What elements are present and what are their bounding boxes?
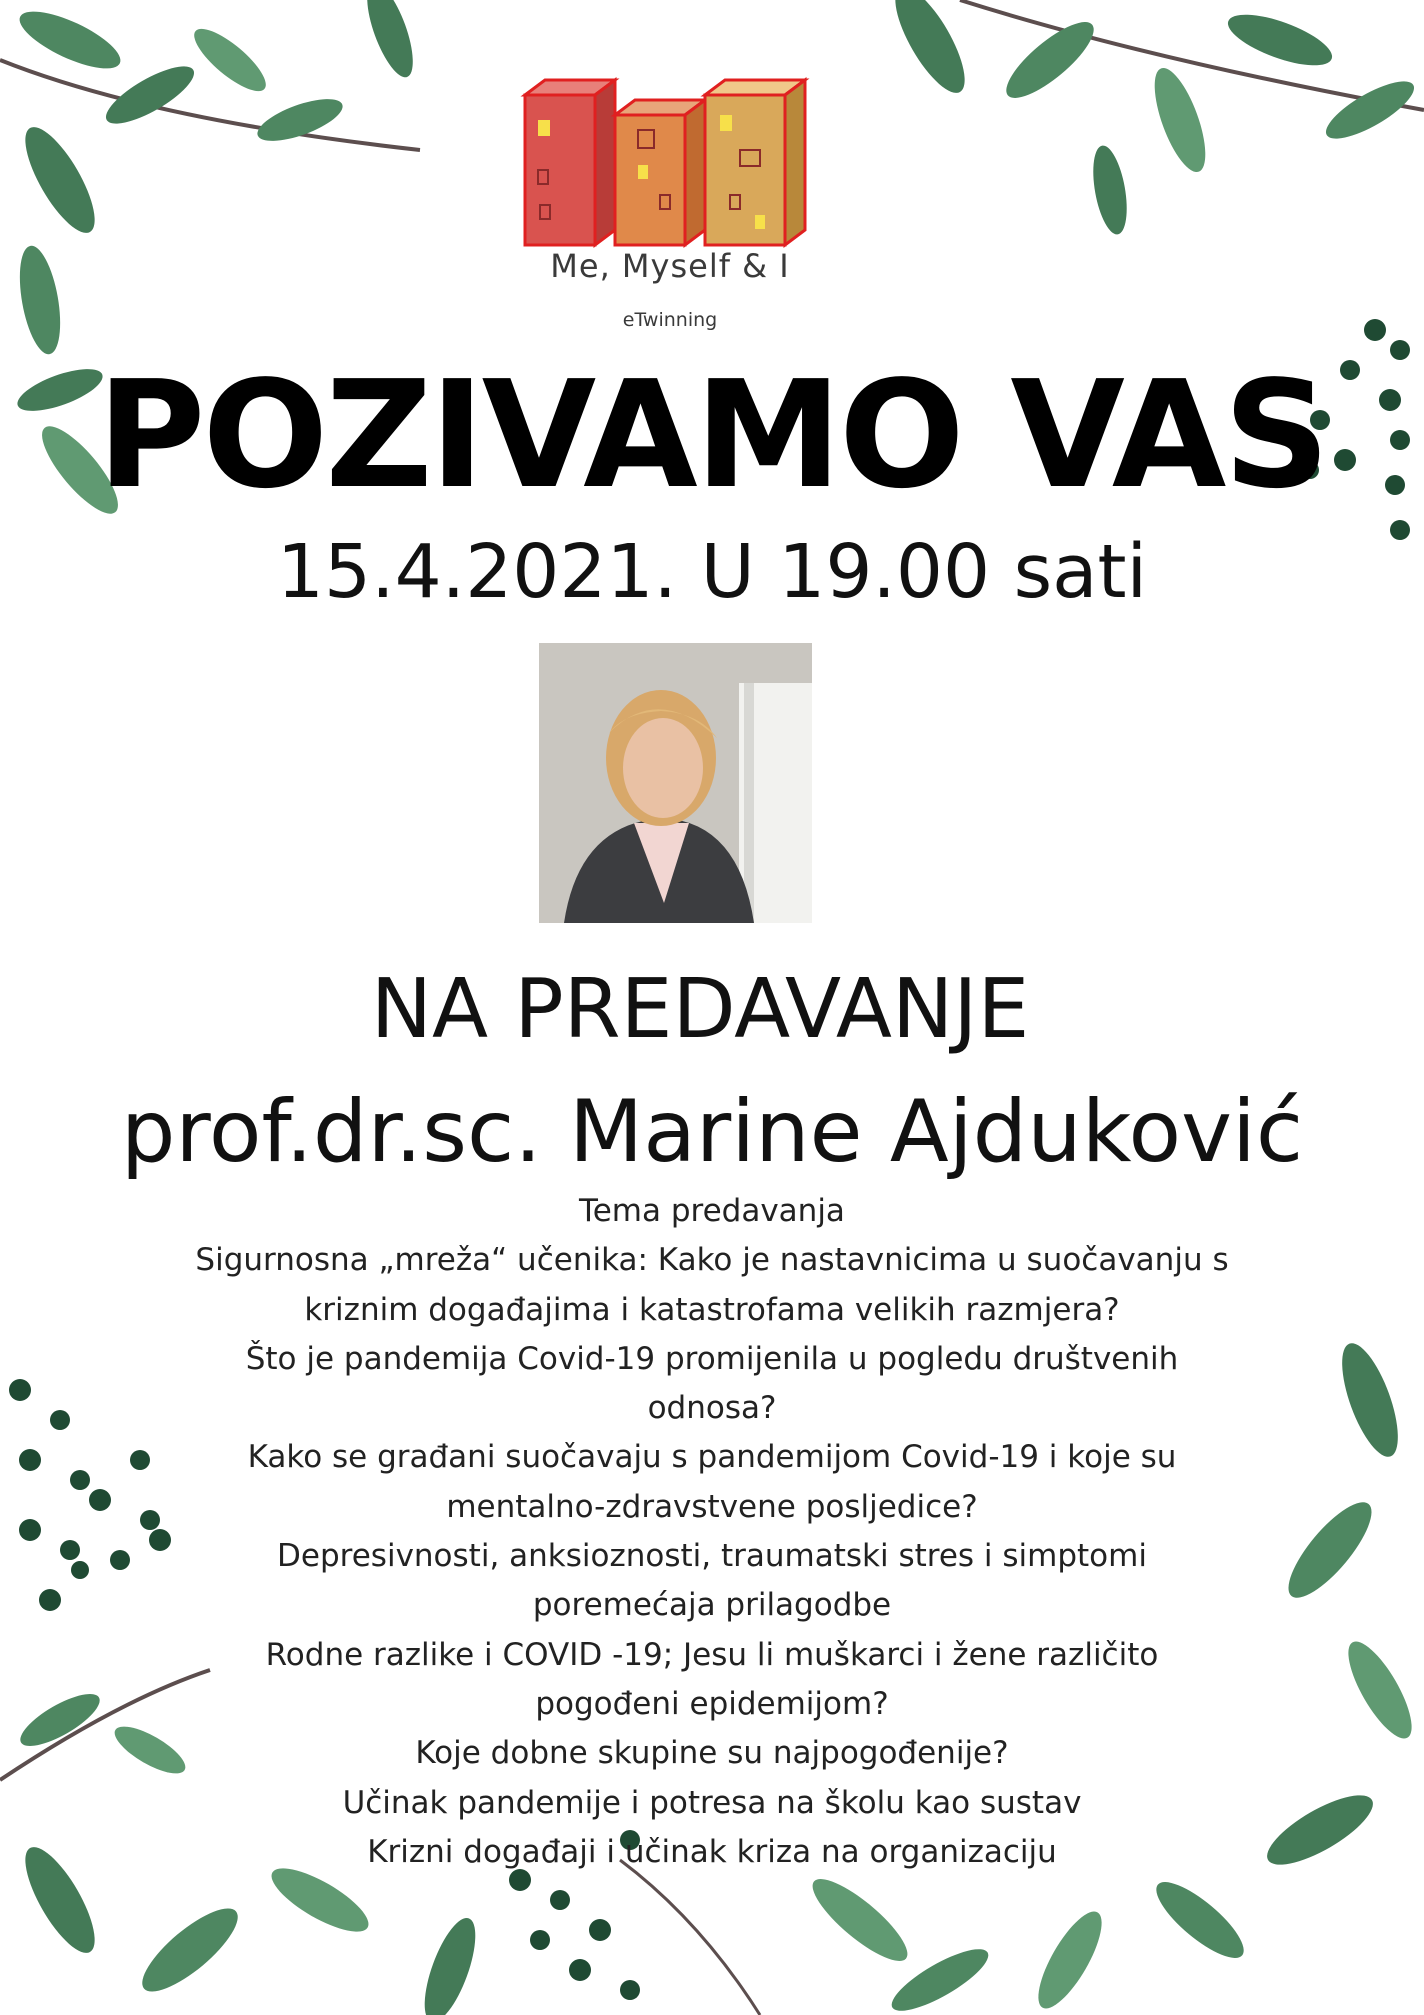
invitation-label: NA PREDAVANJE [370, 962, 1030, 1057]
speaker-photo [539, 643, 812, 923]
list-item: Krizni događaji i učinak kriza na organizaciju [367, 1833, 1057, 1870]
list-item: Rodne razlike i COVID -19; Jesu li muškarci i žene različito [265, 1636, 1159, 1673]
list-item: Učinak pandemije i potresa na školu kao sustav [342, 1784, 1082, 1821]
list-item: Što je pandemija Covid-19 promijenila u pogledu društvenih [245, 1340, 1179, 1377]
list-item: Koje dobne skupine su najpogođenije? [415, 1735, 1009, 1772]
logo-name: Me, Myself & I [550, 247, 790, 285]
speaker-name: prof.dr.sc. Marine Ajduković [120, 1082, 1304, 1182]
list-item: Kako se građani suočavaju s pandemijom Covid-19 i koje su [247, 1439, 1177, 1476]
list-item: Tema predavanja [579, 1193, 845, 1229]
list-item: mentalno-zdravstvene posljedice? [446, 1488, 978, 1525]
logo-subtitle: eTwinning [622, 309, 718, 331]
list-item: Sigurnosna „mreža“ učenika: Kako je nastavnicima u suočavanju s [195, 1242, 1229, 1279]
headline: POZIVAMO VAS [97, 349, 1327, 521]
list-item: pogođeni epidemijom? [535, 1685, 889, 1722]
event-datetime: 15.4.2021. U 19.00 sati [276, 529, 1148, 615]
list-item: Depresivnosti, anksioznosti, traumatski stres i simptomi [277, 1538, 1147, 1575]
list-item: odnosa? [647, 1390, 777, 1427]
topics-list [170, 1187, 1254, 1877]
list-item: poremećaja prilagodbe [532, 1587, 892, 1624]
mmi-logo [520, 75, 825, 260]
list-item: kriznim događajima i katastrofama velikih razmjera? [304, 1291, 1120, 1328]
